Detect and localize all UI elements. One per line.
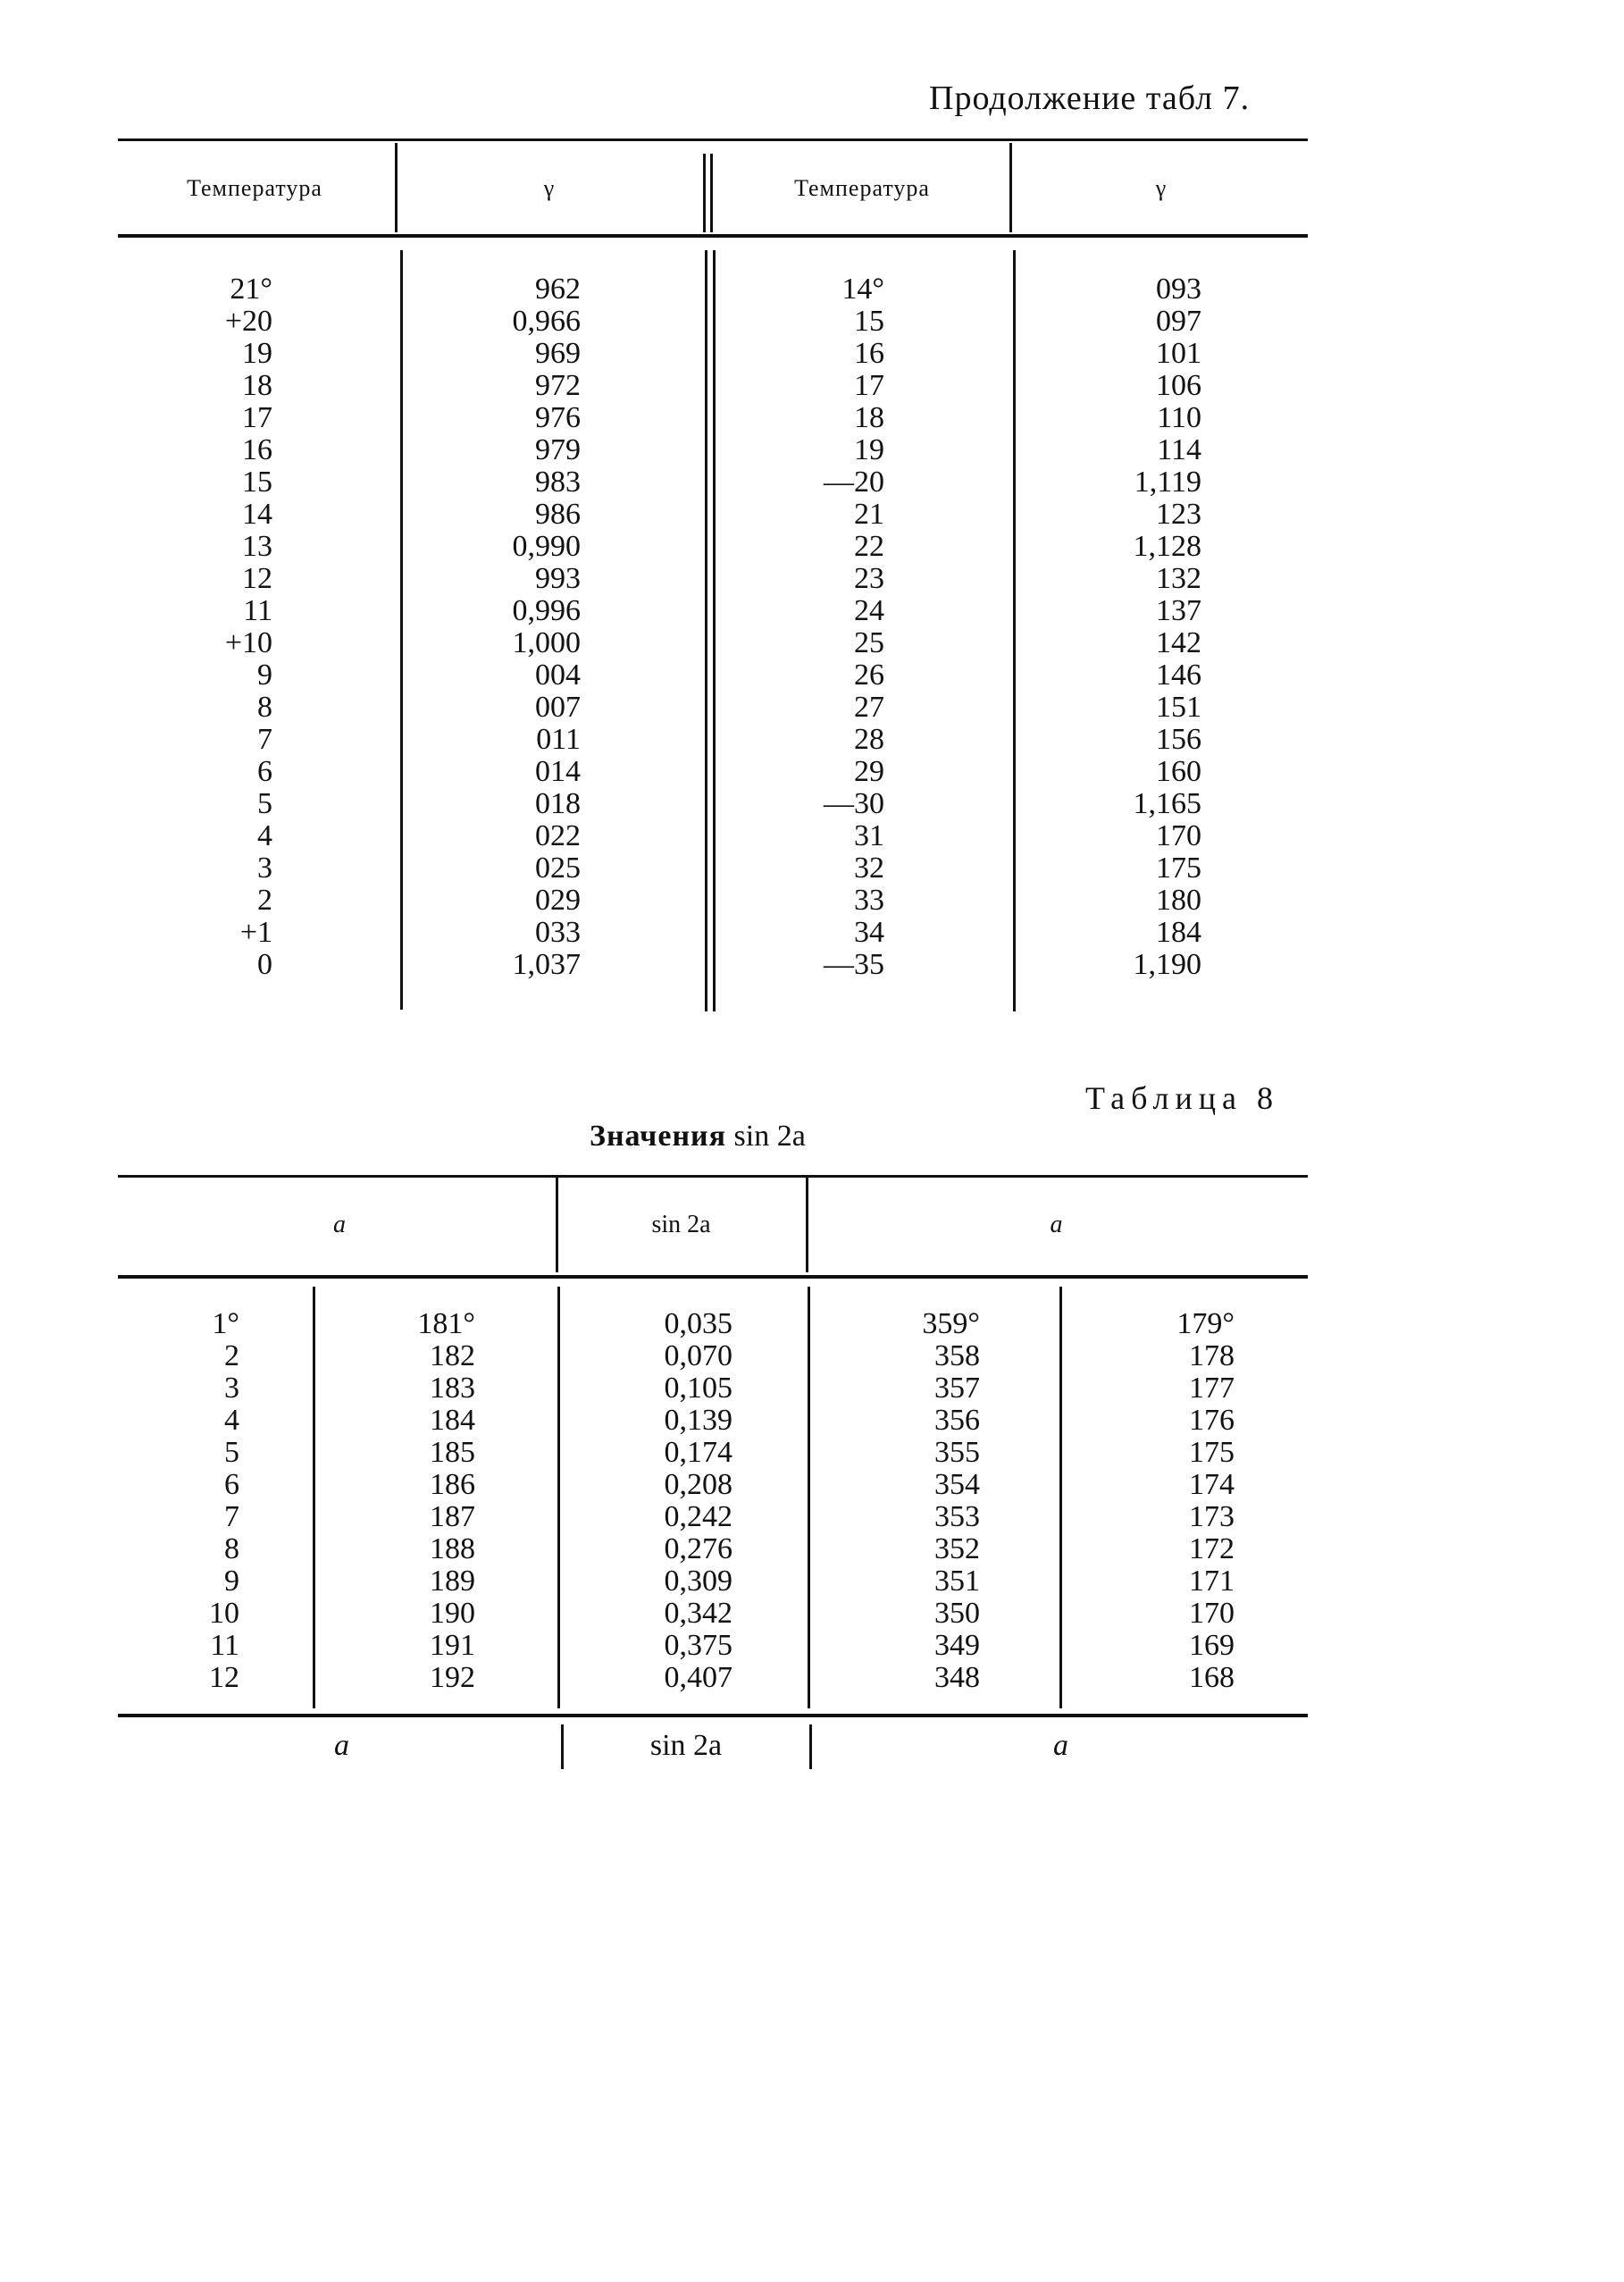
table-cell: 007 <box>535 691 581 724</box>
table-cell: 1° <box>212 1307 239 1340</box>
table-cell: 0,174 <box>664 1436 732 1469</box>
table8-body-divider-2 <box>557 1287 560 1708</box>
table-cell: 1,165 <box>1133 787 1201 820</box>
table-cell: 174 <box>1189 1468 1235 1501</box>
table7-continuation-caption: Продолжение табл 7. <box>929 80 1251 117</box>
table-cell: 097 <box>1156 305 1201 338</box>
table-cell: 969 <box>535 337 581 370</box>
table-cell: 5 <box>257 787 272 820</box>
table-cell: 170 <box>1189 1597 1235 1630</box>
table8-top-rule <box>118 1175 1308 1178</box>
table-cell: 33 <box>854 884 884 917</box>
table7-left-temperature-column <box>170 273 272 981</box>
table-cell: 9 <box>257 659 272 692</box>
table-cell: 24 <box>854 594 884 627</box>
table-cell: 175 <box>1189 1436 1235 1469</box>
table8-title-word: Значения <box>590 1120 727 1153</box>
table-cell: 21° <box>230 273 272 306</box>
table-cell: 8 <box>257 691 272 724</box>
table-cell: 351 <box>934 1565 980 1598</box>
table-cell: 16 <box>242 433 272 466</box>
table-cell: 6 <box>257 755 272 788</box>
table-cell: 123 <box>1156 498 1201 531</box>
table7-header-gamma-right: γ <box>1155 175 1168 201</box>
table-cell: 12 <box>209 1661 239 1694</box>
table-cell: 0,276 <box>664 1532 732 1565</box>
table7-header-divider-3 <box>1009 143 1012 232</box>
table8-bottom-rule <box>118 1714 1308 1717</box>
table8-footer-a-right: a <box>1053 1729 1068 1762</box>
table-cell: 357 <box>934 1372 980 1405</box>
table-cell: 185 <box>430 1436 475 1469</box>
table-cell: 12 <box>242 562 272 595</box>
table8-col2 <box>375 1308 475 1694</box>
table-cell: 110 <box>1157 401 1201 434</box>
table-cell: 146 <box>1156 659 1201 692</box>
table-cell: 10 <box>209 1597 239 1630</box>
table-cell: 983 <box>535 466 581 499</box>
table-cell: 14° <box>841 273 884 306</box>
table-cell: 5 <box>224 1436 239 1469</box>
table-cell: 1,000 <box>512 626 581 659</box>
table-cell: 0,105 <box>664 1372 732 1405</box>
table-cell: 189 <box>430 1565 475 1598</box>
table8-footer-divider-2 <box>809 1724 812 1769</box>
table-cell: 0,070 <box>664 1339 732 1372</box>
table-cell: 169 <box>1189 1629 1235 1662</box>
table7-header-temperature-right: Температура <box>794 175 930 201</box>
table-cell: —30 <box>824 787 884 820</box>
table-cell: 0,990 <box>512 530 581 563</box>
table-cell: 11 <box>243 594 272 627</box>
table-cell: +20 <box>224 305 272 338</box>
table-cell: 175 <box>1156 852 1201 885</box>
table-cell: 15 <box>854 305 884 338</box>
table-cell: 356 <box>934 1404 980 1437</box>
table-cell: 132 <box>1156 562 1201 595</box>
table-cell: 172 <box>1189 1532 1235 1565</box>
table-cell: 31 <box>854 819 884 852</box>
table8-col4 <box>880 1308 980 1694</box>
table-cell: 1,190 <box>1133 948 1201 981</box>
table8-header-sin2a: sin 2a <box>651 1211 711 1238</box>
table-cell: 0,208 <box>664 1468 732 1501</box>
table-cell: 19 <box>242 337 272 370</box>
table-cell: 355 <box>934 1436 980 1469</box>
table-cell: 183 <box>430 1372 475 1405</box>
table8-footer-divider-1 <box>561 1724 564 1769</box>
table-cell: 156 <box>1156 723 1201 756</box>
table-cell: 014 <box>535 755 581 788</box>
table-cell: 352 <box>934 1532 980 1565</box>
table-cell: 15 <box>242 466 272 499</box>
table7-body-divider-2a <box>705 250 707 1011</box>
table7-right-temperature-column <box>786 273 884 981</box>
table-cell: 359° <box>922 1307 980 1340</box>
table8-footer-a-left: a <box>334 1729 349 1762</box>
table-cell: 23 <box>854 562 884 595</box>
table-cell: 025 <box>535 852 581 885</box>
table-cell: 137 <box>1156 594 1201 627</box>
table-cell: 0,309 <box>664 1565 732 1598</box>
table-cell: 004 <box>535 659 581 692</box>
table-cell: +10 <box>224 626 272 659</box>
table-cell: 033 <box>535 916 581 949</box>
table-cell: 993 <box>535 562 581 595</box>
table-cell: 6 <box>224 1468 239 1501</box>
table-cell: 32 <box>854 852 884 885</box>
table-cell: 19 <box>854 433 884 466</box>
table-cell: 170 <box>1156 819 1201 852</box>
table-cell: 0,375 <box>664 1629 732 1662</box>
table-cell: 176 <box>1189 1404 1235 1437</box>
table8-body-divider-3 <box>808 1287 810 1708</box>
table-cell: 1,119 <box>1134 466 1201 499</box>
table7-header-gamma-left: γ <box>543 175 556 201</box>
table-cell: 979 <box>535 433 581 466</box>
table8-header-rule <box>118 1275 1308 1279</box>
table-cell: 350 <box>934 1597 980 1630</box>
table8-header-a-left: a <box>333 1211 346 1238</box>
table8-body-divider-4 <box>1059 1287 1062 1708</box>
table-cell: 17 <box>242 401 272 434</box>
table7-top-rule <box>118 138 1308 141</box>
table-cell: 27 <box>854 691 884 724</box>
table-cell: 11 <box>210 1629 239 1662</box>
table-cell: 354 <box>934 1468 980 1501</box>
table-cell: 349 <box>934 1629 980 1662</box>
table-cell: 28 <box>854 723 884 756</box>
table7-body-divider-1 <box>400 250 403 1010</box>
table-cell: 114 <box>1157 433 1201 466</box>
table-cell: 0,996 <box>512 594 581 627</box>
table-cell: 26 <box>854 659 884 692</box>
table-cell: 029 <box>535 884 581 917</box>
table-cell: 168 <box>1189 1661 1235 1694</box>
table-cell: 21 <box>854 498 884 531</box>
table-cell: 4 <box>224 1404 239 1437</box>
table-cell: 4 <box>257 819 272 852</box>
table-cell: 101 <box>1156 337 1201 370</box>
table-cell: 9 <box>224 1565 239 1598</box>
table-cell: 022 <box>535 819 581 852</box>
table7-header-rule <box>118 234 1308 238</box>
table-cell: 186 <box>430 1468 475 1501</box>
table8-body-divider-1 <box>313 1287 315 1708</box>
table-cell: 22 <box>854 530 884 563</box>
table-cell: 151 <box>1156 691 1201 724</box>
table7-header-divider-2a <box>703 154 706 232</box>
table-cell: 180 <box>1156 884 1201 917</box>
table-cell: 0,407 <box>664 1661 732 1694</box>
table8-label: Таблица 8 <box>1085 1080 1279 1116</box>
table-cell: 011 <box>536 723 581 756</box>
table-cell: 0,966 <box>512 305 581 338</box>
table-cell: 178 <box>1189 1339 1235 1372</box>
table-cell: 8 <box>224 1532 239 1565</box>
table-cell: 976 <box>535 401 581 434</box>
table-cell: 3 <box>224 1372 239 1405</box>
table-cell: 177 <box>1189 1372 1235 1405</box>
table-cell: 3 <box>257 852 272 885</box>
table-cell: +1 <box>239 916 272 949</box>
table-cell: 181° <box>417 1307 475 1340</box>
table-cell: 0,342 <box>664 1597 732 1630</box>
table-cell: 1,037 <box>512 948 581 981</box>
table-cell: 7 <box>257 723 272 756</box>
table-cell: 17 <box>854 369 884 402</box>
table8-col5 <box>1134 1308 1235 1694</box>
table-cell: 2 <box>224 1339 239 1372</box>
table-cell: 29 <box>854 755 884 788</box>
table-cell: 14 <box>242 498 272 531</box>
table7-header-temperature-left: Температура <box>187 175 322 201</box>
table-cell: 2 <box>257 884 272 917</box>
table7-right-gamma-column <box>1099 273 1201 981</box>
table-cell: 106 <box>1156 369 1201 402</box>
table-cell: 0,242 <box>664 1500 732 1533</box>
table-cell: 179° <box>1176 1307 1235 1340</box>
table-cell: —35 <box>824 948 884 981</box>
table-cell: 962 <box>535 273 581 306</box>
table-cell: 160 <box>1156 755 1201 788</box>
table-cell: 184 <box>1156 916 1201 949</box>
table-cell: 018 <box>535 787 581 820</box>
table8-header-a-right: a <box>1050 1211 1063 1238</box>
table-cell: 191 <box>430 1629 475 1662</box>
table-cell: 358 <box>934 1339 980 1372</box>
table-cell: 972 <box>535 369 581 402</box>
table-cell: 184 <box>430 1404 475 1437</box>
table-cell: 0,035 <box>664 1307 732 1340</box>
table8-footer-sin2a: sin 2a <box>649 1729 723 1762</box>
table-cell: 0,139 <box>664 1404 732 1437</box>
table-cell: 25 <box>854 626 884 659</box>
table7-left-gamma-column <box>465 273 581 981</box>
table-cell: 16 <box>854 337 884 370</box>
table-cell: 188 <box>430 1532 475 1565</box>
table8-sin2a-col <box>634 1308 732 1694</box>
table7-body-divider-3 <box>1013 250 1016 1011</box>
table-cell: 0 <box>257 948 272 981</box>
table8-col1 <box>161 1308 239 1694</box>
table-cell: 182 <box>430 1339 475 1372</box>
table-cell: 18 <box>242 369 272 402</box>
table7-body-divider-2b <box>713 250 716 1011</box>
table-cell: 348 <box>934 1661 980 1694</box>
table-cell: 7 <box>224 1500 239 1533</box>
table-cell: 34 <box>854 916 884 949</box>
table7-header-divider-2b <box>710 154 713 232</box>
table-cell: 18 <box>854 401 884 434</box>
table-cell: 171 <box>1189 1565 1235 1598</box>
table8-title <box>590 1120 965 1154</box>
table8-title-func: sin 2a <box>733 1120 806 1153</box>
table-cell: 173 <box>1189 1500 1235 1533</box>
table-cell: 093 <box>1156 273 1201 306</box>
table-cell: 353 <box>934 1500 980 1533</box>
table-cell: 192 <box>430 1661 475 1694</box>
table-cell: 1,128 <box>1133 530 1201 563</box>
table-cell: 986 <box>535 498 581 531</box>
table-cell: 13 <box>242 530 272 563</box>
table-cell: 142 <box>1156 626 1201 659</box>
table-cell: 190 <box>430 1597 475 1630</box>
table-cell: —20 <box>824 466 884 499</box>
table-cell: 187 <box>430 1500 475 1533</box>
